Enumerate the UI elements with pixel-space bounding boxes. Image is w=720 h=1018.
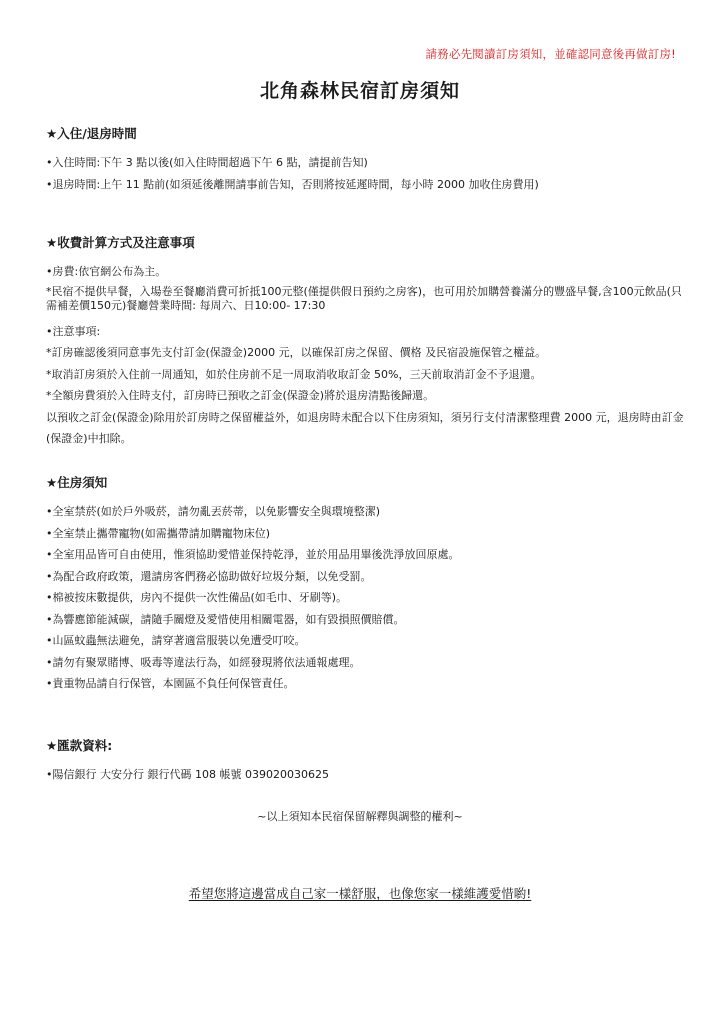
rules-line: •全室用品皆可自由使用，惟須協助愛惜並保持乾淨，並於用品用畢後洗淨放回原處。 [46,548,460,561]
remittance-section [46,736,686,786]
checkin-section [46,124,686,195]
rules-line: •貴重物品請自行保管，本園區不負任何保管責任。 [46,677,295,690]
fees-line: *取消訂房須於入住前一周通知，如於住房前不足一周取消收取訂金 50%，三天前取消訂金不予退還。 [46,367,542,381]
checkin-line: •入住時間:下午 3 點以後(如入住時間超過下午 6 點，請提前告知) [46,156,368,169]
checkout-line: •退房時間:上午 11 點前(如須延後離開請事前告知，否則將按延遲時間，每小時 2000 加收住房費用) [46,177,539,191]
notice-text: 請務必先閱讀訂房須知，並確認同意後再做訂房! [425,47,676,61]
fees-heading: ★收費計算方式及注意事項 [46,235,195,250]
rules-line: •請勿有聚眾賭博、吸毒等違法行為，如經發現將依法通報處理。 [46,655,361,669]
fees-line: •注意事項: [46,324,101,338]
rules-line: •為響應節能減碳，請隨手關燈及愛惜使用相關電器，如有毀損照價賠償。 [46,612,405,626]
rules-line: •山區蚊蟲無法避免，請穿著適當服裝以免遭受叮咬。 [46,634,306,647]
rules-section [46,473,686,695]
fees-line: *全額房費須於入住時支付，訂房時已預收之訂金(保證金)將於退房清點後歸還。 [46,389,435,402]
fees-line: *民宿不提供早餐，入場卷至餐廳消費可折抵100元整(僅提供假日預約之房客)，也可用於加購營養滿分的豐盛早餐,含100元飲品(只需補差價150元)餐廳營業時間: 每周六、日10:00- 17:30 [46,284,682,312]
slogan: 希望您將這邊當成自己家一樣舒服，也像您家一樣維護愛惜喲! [188,886,532,901]
rules-heading: ★住房須知 [46,475,108,490]
fees-line: *訂房確認後須同意事先支付訂金(保證金)2000 元，以確保訂房之保留、價格 及民宿設施保管之權益。 [46,346,547,359]
fees-section [46,233,686,450]
fees-line: •房費:依官網公布為主。 [46,265,167,278]
rules-line: •棉被按床數提供，房內不提供一次性備品(如毛巾、牙刷等)。 [46,591,348,604]
bank-account-line: •陽信銀行 大安分行 銀行代碼 108 帳號 039020030625 [46,768,329,781]
page-title: 北角森林民宿訂房須知 [259,80,460,102]
remittance-heading: ★匯款資料: [46,738,113,753]
checkin-heading: ★入住/退房時間 [46,126,137,141]
rules-line: •為配合政府政策，還請房客們務必協助做好垃圾分類，以免受罰。 [46,569,372,583]
closing-note: ~以上須知本民宿保留解釋與調整的權利~ [257,810,463,823]
rules-line: •全室禁止攜帶寵物(如需攜帶請加購寵物床位) [46,526,271,540]
rules-line: •全室禁菸(如於戶外吸菸，請勿亂丟菸蒂，以免影響安全與環境整潔) [46,505,381,518]
fees-line: 以預收之訂金(保證金)除用於訂房時之保留權益外，如退房時未配合以下住房須知，須另行支付清潔整理費 2000 元，退房時由訂金(保證金)中扣除。 [46,410,684,445]
